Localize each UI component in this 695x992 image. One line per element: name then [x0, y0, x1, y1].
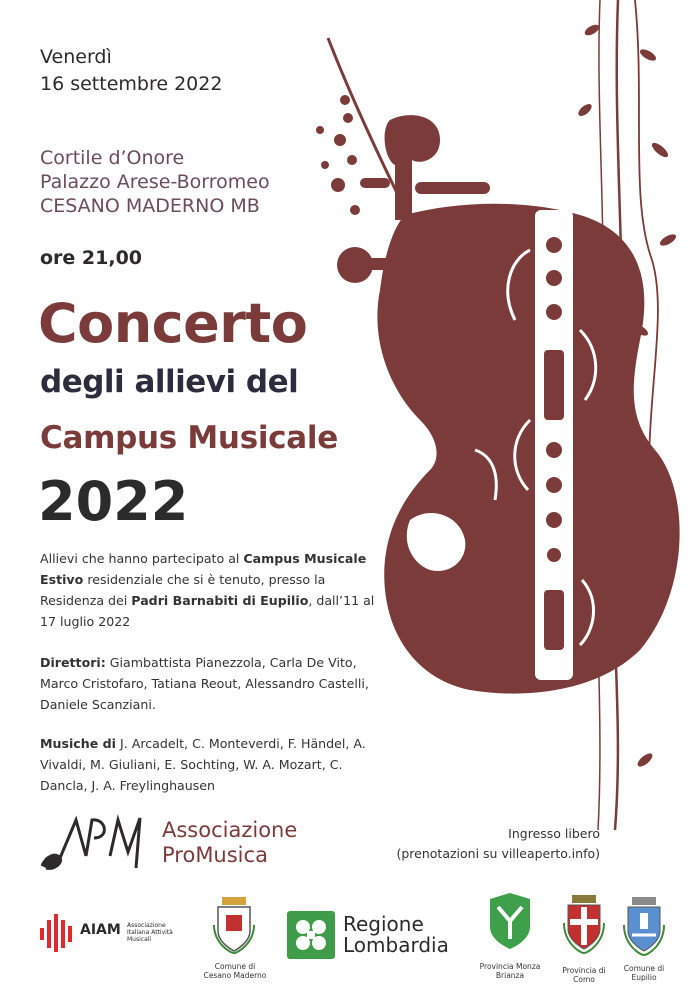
monza-caption: Provincia Monza Brianza — [479, 962, 541, 980]
organizer-name — [162, 818, 297, 868]
cesano-crest-icon — [210, 895, 258, 955]
description-bold-2: Padri Barnabiti di Eupilio — [131, 593, 309, 608]
aiam-logo-icon — [38, 912, 80, 954]
event-date: 16 settembre 2022 — [40, 73, 223, 95]
directors-list: Giambattista Pianezzola, Carla De Vito, Marco Cristofaro, Tatiana Reout, Alessandro Castelli, Daniele Scanziani. — [40, 655, 369, 712]
regione-line-1: Regione — [343, 912, 424, 936]
event-day: Venerdì — [40, 46, 112, 68]
composers-list: J. Arcadelt, C. Monteverdi, F. Händel, A. Vivaldi, M. Giuliani, E. Sochting, W. A. Mozart, C. Dancla, J. A. Freylinghausen — [40, 736, 366, 793]
regione-lombardia-name — [343, 914, 449, 956]
description-bold-1: Campus Musicale Estivo — [40, 551, 367, 587]
music-paragraph — [40, 733, 380, 796]
venue-line-1: Cortile d’Onore — [40, 147, 185, 169]
event-date-block — [40, 44, 222, 98]
directors-label: Direttori: — [40, 655, 106, 670]
title-year: 2022 — [38, 470, 189, 533]
eupilio-crest-icon — [622, 895, 666, 957]
regione-line-2: Lombardia — [343, 933, 449, 957]
admission-info — [396, 824, 600, 864]
venue-line-3: CESANO MADERNO MB — [40, 195, 260, 217]
event-venue-block — [40, 146, 270, 218]
organizer-name-line-1: Associazione — [162, 818, 298, 842]
description-text-2: residenziale che si è tenuto, presso la Residenza dei — [40, 572, 326, 608]
title-line-1: Concerto — [38, 292, 308, 355]
organizer-name-line-2: ProMusica — [162, 843, 268, 867]
monza-brianza-icon — [486, 893, 534, 951]
eupilio-caption: Comune di Eupilio — [623, 964, 665, 982]
directors-paragraph — [40, 652, 380, 715]
description-paragraph — [40, 548, 380, 632]
music-label: Musiche di — [40, 736, 116, 751]
title-line-3: Campus Musicale — [40, 420, 338, 456]
cesano-caption: Comune di Cesano Maderno — [203, 962, 267, 980]
event-time: ore 21,00 — [40, 247, 143, 269]
como-crest-icon — [562, 893, 606, 955]
description-text-1: Allievi che hanno partecipato al — [40, 551, 244, 566]
title-line-2: degli allievi del — [40, 364, 299, 400]
aiam-name: AIAM — [80, 922, 121, 938]
regione-lombardia-icon — [287, 911, 335, 959]
aiam-subtitle: Associazione Italiana Attività Musicali — [127, 922, 173, 943]
apm-logo — [36, 808, 156, 878]
admission-free: Ingresso libero — [508, 826, 600, 841]
venue-line-2: Palazzo Arese-Borromeo — [40, 171, 270, 193]
description-text-3: , dall’11 al 17 luglio 2022 — [40, 593, 375, 629]
como-caption: Provincia di Como — [562, 966, 606, 984]
admission-booking: (prenotazioni su villeaperto.info) — [396, 846, 600, 861]
